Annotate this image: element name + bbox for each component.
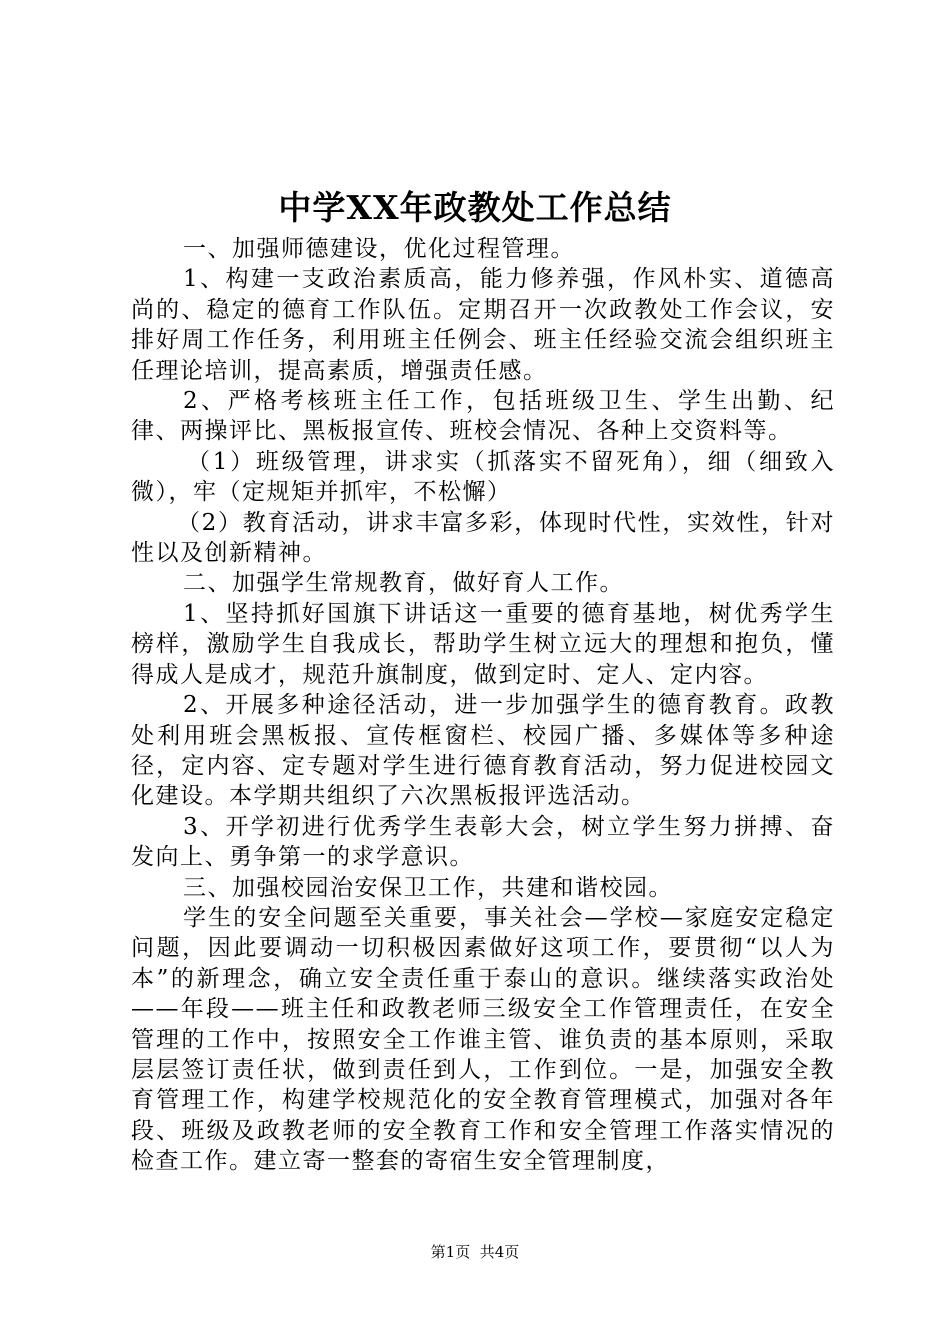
document-title: 中学XX年政教处工作总结 (278, 188, 672, 227)
page-total: 共4页 (479, 1243, 520, 1261)
paragraph: 1、构建一支政治素质高，能力修养强，作风朴实、道德高尚的、稳定的德育工作队伍。定期召开一次政教处工作会议，安排好周工作任务，利用班主任例会、班主任经验交流会组织班主任理论培训，提高素质，增强责任感。 (131, 266, 835, 384)
paragraph: 1、坚持抓好国旗下讲话这一重要的德育基地，树优秀学生榜样，激励学生自我成长，帮助学生树立远大的理想和抱负，懂得成人是成才，规范升旗制度，做到定时、定人、定内容。 (131, 600, 835, 688)
section-heading-3: 三、加强校园治安保卫工作，共建和谐校园。 (183, 874, 673, 901)
page-footer (0, 1242, 950, 1262)
paragraph: 2、开展多种途径活动，进一步加强学生的德育教育。政教处利用班会黑板报、宣传框窗栏、校园广播、多媒体等多种途径，定内容、定专题对学生进行德育教育活动，努力促进校园文化建设。本学期共组织了六次黑板报评选活动。 (131, 692, 835, 810)
paragraph: 3、开学初进行优秀学生表彰大会，树立学生努力拼搏、奋发向上、勇争第一的求学意识。 (131, 813, 835, 871)
paragraph: （1）班级管理，讲求实（抓落实不留死角），细（细致入微），牢（定规矩并抓牢，不松懈） (131, 448, 835, 506)
paragraph: （2）教育活动，讲求丰富多彩，体现时代性，实效性，针对性以及创新精神。 (131, 509, 835, 567)
section-heading-1: 一、加强师德建设，优化过程管理。 (183, 236, 575, 262)
document-body (131, 234, 835, 1177)
page-number: 第1页 (430, 1243, 471, 1261)
section-heading-2: 二、加强学生常规教育，做好育人工作。 (183, 570, 624, 597)
paragraph: 学生的安全问题至关重要，事关社会—学校—家庭安定稳定问题，因此要调动一切积极因素做好这项工作，要贯彻“以人为本”的新理念，确立安全责任重于泰山的意识。继续落实政治处——年段——班主任和政教老师三级安全工作管理责任，在安全管理的工作中，按照安全工作谁主管、谁负责的基本原则，采取层层签订责任状，做到责任到人，工作到位。一是，加强安全教育管理工作，构建学校规范化的安全教育管理模式，加强对各年段、班级及政教老师的安全教育工作和安全管理工作落实情况的检查工作。建立寄一整套的寄宿生安全管理制度， (131, 904, 835, 1175)
paragraph: 2、严格考核班主任工作，包括班级卫生、学生出勤、纪律、两操评比、黑板报宣传、班校会情况、各种上交资料等。 (131, 388, 835, 445)
